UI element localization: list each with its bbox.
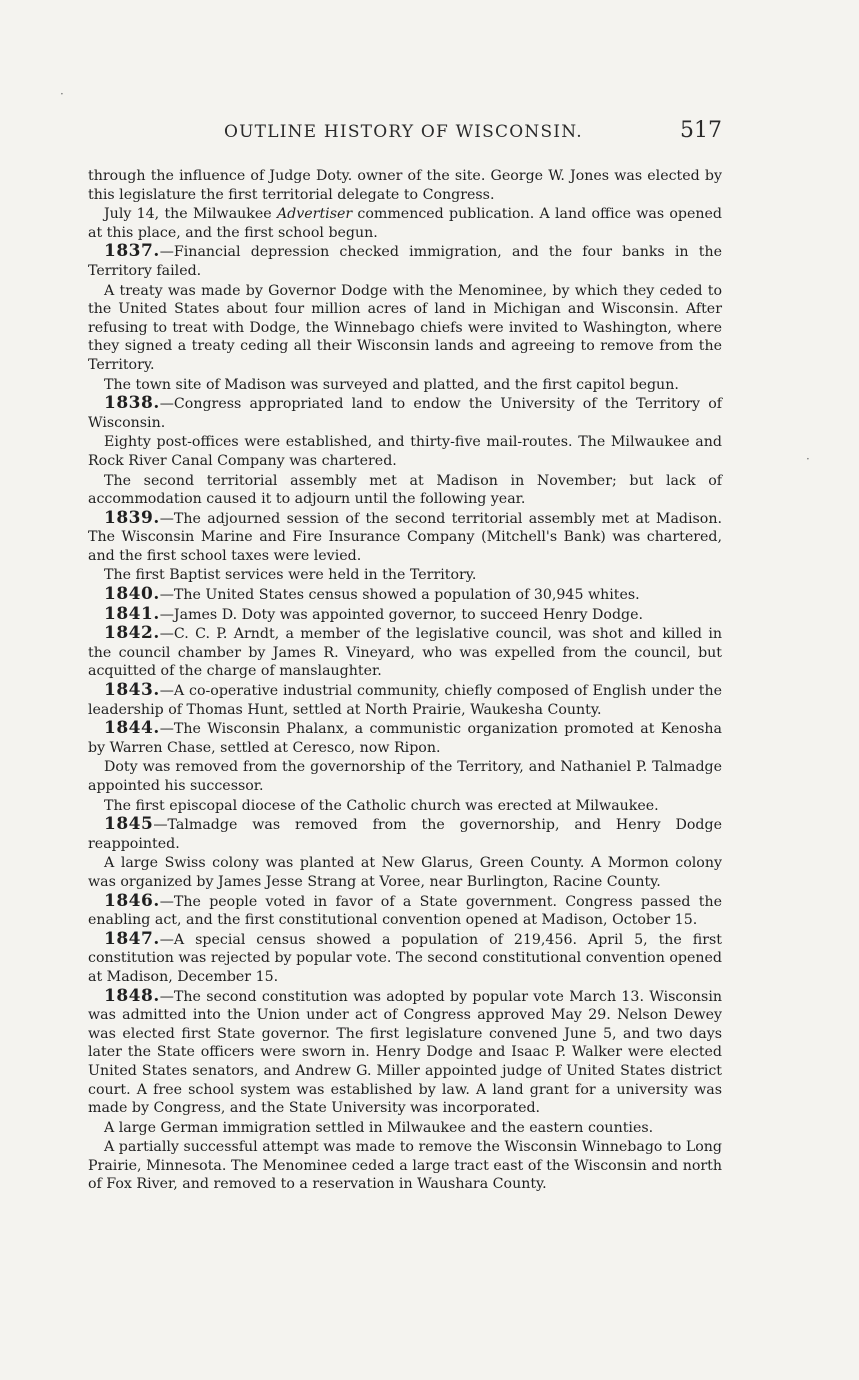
year-heading: 1840. [104,584,160,605]
paragraph-text: —Financial depression checked immigration, and the four banks in the Territory failed. [88,244,722,279]
paragraph [88,242,722,280]
paragraph-text: —Congress appropriated land to endow the University of the Territory of Wisconsin. [88,396,722,431]
page-header [88,118,722,148]
year-heading: 1837. [104,241,160,262]
paragraph-text: —Talmadge was removed from the governorship, and Henry Dodge reappointed. [88,817,722,852]
paragraph-text: Doty was removed from the governorship of the Territory, and Nathaniel P. Talmadge appointed his successor. [88,759,722,794]
paragraph [88,796,722,816]
year-heading: 1847. [104,928,160,949]
paragraph-text: The first episcopal diocese of the Catholic church was erected at Milwaukee. [104,797,659,814]
paragraph-text: A large Swiss colony was planted at New Glarus, Green County. A Mormon colony was organized by James Jesse Strang at Voree, near Burlington, Racine County. [88,855,722,890]
paragraph-text: A treaty was made by Governor Dodge with the Menominee, by which they ceded to the United States about four million acres of land in Michigan and Wisconsin. After refusing to treat with Dodge, the Winnebago chiefs were invited to Washington, where they signed a treaty ceding all their Wisconsin lands and agreeing to remove from the Territory. [88,282,722,373]
paragraph [88,624,722,681]
scan-speck: · [60,87,64,101]
paragraph-text: Eighty post-offices were established, and thirty-five mail-routes. The Milwaukee and Rock River Canal Company was chartered. [88,434,722,469]
paragraph-text: —The United States census showed a population of 30,945 whites. [159,587,640,604]
paragraph-text: —A special census showed a population of 219,456. April 5, the first constitution was rejected by popular vote. The second constitutional convention opened at Madison, December 15. [88,931,722,985]
paragraph [88,757,722,795]
paragraph [88,509,722,566]
paragraph [88,815,722,853]
paragraph-text: A partially successful attempt was made to remove the Wisconsin Winnebago to Long Prairie, Minnesota. The Menominee ceded a large tract east of the Wisconsin and north of Fox River, and removed to a reservation in Waushara County. [88,1139,722,1193]
paragraph-text: —James D. Doty was appointed governor, to succeed Henry Dodge. [159,606,644,623]
paragraph [88,432,722,470]
paragraph [88,681,722,719]
paragraph [88,281,722,375]
paragraph [88,204,722,242]
year-heading: 1838. [104,393,160,414]
paragraph [88,1118,722,1138]
paragraph [88,987,722,1118]
paragraph [88,930,722,987]
paragraph-text: The second territorial assembly met at Madison in November; but lack of accommodation caused it to adjourn until the following year. [88,472,722,508]
year-heading: 1846. [104,890,160,911]
paragraph [88,1137,722,1194]
year-heading: 1844. [104,718,160,739]
year-heading: 1848. [104,985,160,1006]
scan-speck: · [806,452,810,466]
year-heading: 1841. [104,603,160,624]
paragraph-text: —The second constitution was adopted by popular vote March 13. Wisconsin was admitted into the Union under act of Congress approved May 29. Nelson Dewey was elected first State governor. The first legislature convened June 5, and two days later the State officers were sworn in. Henry Dodge and Isaac P. Walker were elected United States senators, and Andrew G. Miller appointed judge of United States district court. A free school system was established by law. A land grant for a university was made by Congress, and the State University was incorporated. [88,988,722,1117]
paragraph [88,471,722,509]
paragraph [88,585,722,605]
paragraph [88,565,722,585]
page-number: 517 [680,118,722,143]
paragraph-text: —The adjourned session of the second territorial assembly met at Madison. The Wisconsin Marine and Fire Insurance Company (Mitchell's Bank) was chartered, and the first school taxes were levied. [88,510,722,564]
paragraph-text: —The people voted in favor of a State government. Congress passed the enabling act, and the first constitutional convention opened at Madison, October 15. [88,893,722,929]
paragraph [88,605,722,625]
year-heading: 1845 [104,814,154,835]
paragraph [88,892,722,930]
body-text [88,166,722,1194]
newspaper-title: Advertiser [276,206,353,223]
paragraph-text: —C. C. P. Arndt, a member of the legislative council, was shot and killed in the council chamber by James R. Vineyard, who was expelled from the council, but acquitted of the charge of manslaughter. [88,626,722,680]
paragraph [88,394,722,432]
paragraph-text: July 14, the Milwaukee Advertiser commenced publication. A land office was opened at this place, and the first school begun. [88,206,722,241]
paragraph-text: through the influence of Judge Doty. owner of the site. George W. Jones was elected by this legislature the first territorial delegate to Congress. [88,168,722,203]
paragraph [88,166,722,204]
paragraph [88,719,722,757]
paragraph-text: The first Baptist services were held in the Territory. [104,567,477,584]
paragraph-text: —The Wisconsin Phalanx, a communistic organization promoted at Kenosha by Warren Chase, settled at Ceresco, now Ripon. [88,721,722,756]
paragraph [88,375,722,395]
paragraph-text: The town site of Madison was surveyed and platted, and the first capitol begun. [104,376,679,393]
paragraph [88,853,722,891]
year-heading: 1839. [104,507,160,528]
year-heading: 1843. [104,680,160,701]
paragraph-text: —A co-operative industrial community, chiefly composed of English under the leadership of Thomas Hunt, settled at North Prairie, Waukesha County. [88,683,722,718]
running-title: OUTLINE HISTORY OF WISCONSIN. [224,122,583,142]
paragraph-text: A large German immigration settled in Milwaukee and the eastern counties. [104,1119,654,1136]
year-heading: 1842. [104,623,160,644]
